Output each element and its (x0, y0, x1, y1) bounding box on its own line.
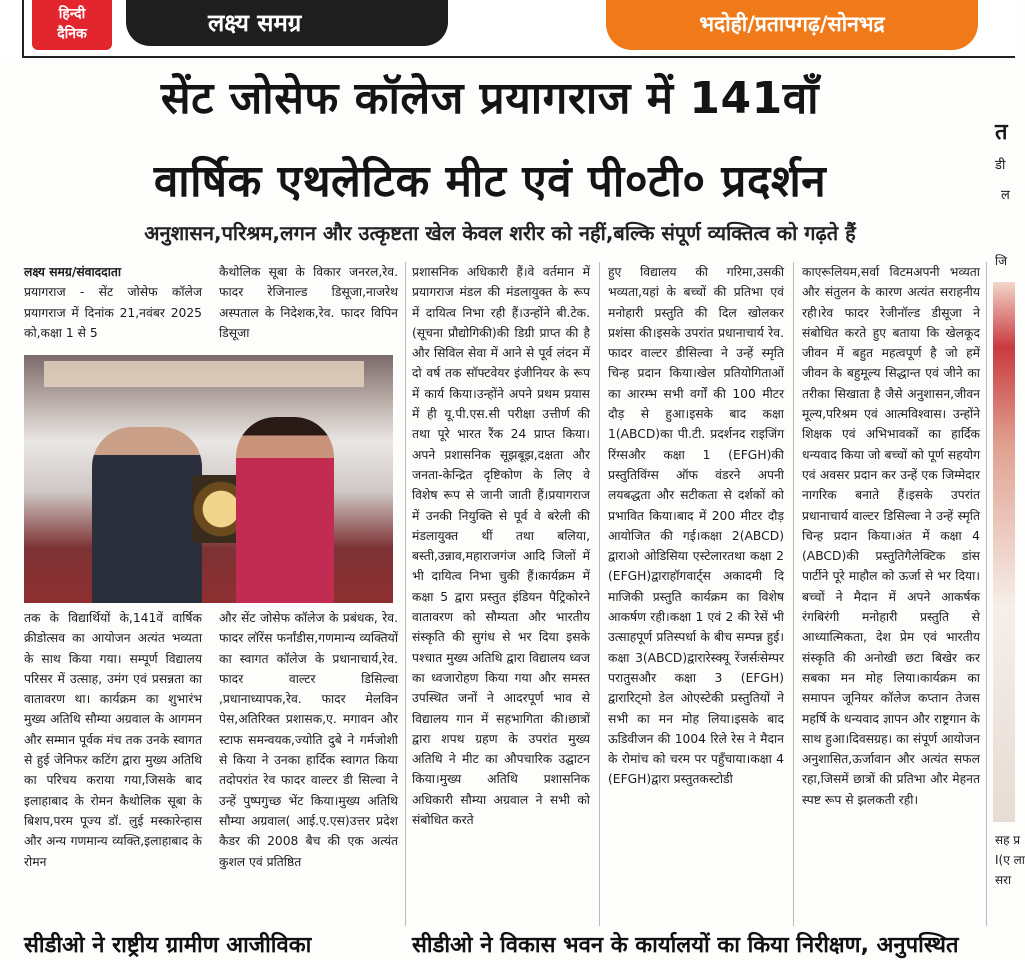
column-2-bottom: और सेंट जोसेफ कॉलेज के प्रबंधक, रेव. फादर लॉरेंस फर्नांडीस,गणमान्य व्यक्तियों का स्वागत कॉलेज के प्रधानाचार्य,रेव. फादर वाल्टर डिसिल्वा ,प्रधानाध्यापक,रेव. फादर मेलविन पेस,अतिरिक्त प्रशासक,ए. मगावन और स्टाफ समन्वयक,ज्योति दुबे ने गर्मजोशी से किया ने उनका हार्दिक स्वागत किया तदोपरांत रेव फादर वाल्टर डी सिल्वा ने उन्हें पुष्पगुच्छ भेंट किया।मुख्य अतिथि सौम्या अग्रवाल( आई.ए.एस)उत्तर प्रदेश कैडर की 2008 बैच की एक अत्यंत कुशल एवं प्रतिष्ठित (219, 611, 398, 869)
adjacent-headline-fragment: त (995, 120, 1008, 145)
adjacent-text-fragment: जि (995, 254, 1008, 268)
column-1-bottom: तक के विद्यार्थियों के,141वें वार्षिक क्रीडोत्सव का आयोजन अत्यंत भव्यता के साथ किया गया। सम्पूर्ण विद्यालय परिसर में उत्साह, उमंग एवं प्रसन्नता का वातावरण था। कार्यक्रम का शुभारंभ मुख्य अतिथि सौम्या अग्रवाल के आगमन और सम्मान पूर्वक मंच तक उनके स्वागत से हुई जेनिफर कटिंग द्वारा मुख्य अतिथि का परिचय कराया गया,जिसके बाद इलाहाबाद के रोमन कैथोलिक सूबा के बिशप,परम पूज्य डॉ. लुई मस्कारेन्हास और अन्य गणमान्य व्यक्ति,इलाहाबाद के रोमन (24, 611, 202, 869)
column-divider (793, 262, 794, 926)
next-headline-1: सीडीओ ने राष्ट्रीय ग्रामीण आजीविका (24, 933, 312, 958)
masthead-left-rule (22, 0, 24, 58)
next-headline-2: सीडीओ ने विकास भवन के कार्यालयों का किया निरीक्षण, अनुपस्थित (412, 933, 959, 958)
next-headlines (24, 932, 984, 958)
column-1-top-text: प्रयागराज - सेंट जोसेफ कॉलेज प्रयागराज में दिनांक 21,नवंबर 2025 को,कक्षा 1 से 5 (24, 285, 202, 340)
paper-name: लक्ष्य समग्र (126, 0, 448, 46)
byline: लक्ष्य समग्र/संवाददाता (24, 265, 122, 279)
column-divider (405, 262, 406, 926)
edition-label: भदोही/प्रतापगढ़/सोनभद्र (606, 0, 978, 50)
headline-line-1: सेंट जोसेफ कॉलेज प्रयागराज में 141वाँ (160, 73, 820, 124)
column-5: काएरूलियम,सर्वा विटमअपनी भव्यता और संतुलन के कारण अत्यंत सराहनीय रही।रेव फादर रेजीनॉल्ड डीसूजा ने संबोधित करते हुए बताया कि खेलकूद जीवन में बहुत महत्वपूर्ण है जो हमें जीवन के बहुमूल्य सिद्धान्त एवं जीने का तरीका सिखाता है जैसे अनुशासन,जीवन मूल्य,परिश्रम एवं आत्मविश्वास। उन्होंने शिक्षक एवं अभिभावकों का हार्दिक धन्यवाद किया जो बच्चों को पूर्ण सहयोग एवं अवसर प्रदान कर उन्हें एक जिम्मेदार नागरिक बनाते हैं।इसके उपरांत प्रधानाचार्य वाल्टर डिसिल्वा ने उन्हें स्मृति चिन्ह प्रदान किया।अंत में कक्षा 4 (ABCD)की प्रस्तुतिगैलेक्टिक डांस पार्टीने पूरे माहौल को ऊर्जा से भर दिया।बच्चों ने मैदान में अपने आकर्षक रंगबिरंगी मनोहारी प्रस्तुति से आध्यात्मिकता, देश प्रेम एवं भारतीय संस्कृति की अनोखी छटा बिखेर कर सबका मन मोह लिया।कार्यक्रम का समापन जूनियर कॉलेज कप्तान तेजस महर्षि के धन्यवाद ज्ञापन और राष्ट्रगान के साथ हुआ।दिवसग्रह। का संपूर्ण आयोजन अनुशासित,ऊर्जावान और अत्यंत सफल रहा,जिसमें छात्रों की प्रतिभा और मेहनत स्पष्ट रूप से झलकती रही। (802, 265, 980, 807)
adjacent-text-fragment: सह प्र I(ए ला सरा (995, 833, 1025, 887)
adjacent-text-fragment: डी (995, 158, 1006, 173)
column-1-top (24, 262, 202, 352)
badge-line-2: दैनिक (57, 26, 87, 42)
hindi-daily-badge (32, 0, 112, 50)
adjacent-article-strip (987, 0, 1025, 945)
photo-stage-banner (44, 361, 364, 387)
column-4: हुए विद्यालय की गरिमा,उसकी भव्यता,यहां के बच्चों की प्रतिभा एवं मनोहारी प्रस्तुति की दिल खोलकर प्रशंसा की।इसके उपरांत प्रधानाचार्य रेव. फादर वाल्टर डीसिल्वा ने उन्हें स्मृति चिन्ह प्रदान किया।खेल प्रतियोगिताओं का आरम्भ सभी वर्गों की 100 मीटर दौड़ से हुआ।इसके बाद कक्षा 1(ABCD)का पी.टी. प्रदर्शनद राइजिंग रिंग्सऔर कक्षा 1 (EFGH)की प्रस्तुतिविंग्स ऑफ वंडरने अपनी लयबद्धता और सटीकता से दर्शकों को प्रभावित किया।बाद में 200 मीटर दौड़ आयोजित की गई।कक्षा 2(ABCD) द्वाराओ ओडिसिया एस्टेलारतथा कक्षा 2 (EFGH)द्वाराहॉगवार्ट्स अकादमी दि माजिकी प्रस्तुति कार्यक्रम का विशेष आकर्षण रही।कक्षा 1 एवं 2 की रेसें भी उत्साहपूर्ण प्रतिस्पर्धा के बीच सम्पन्न हुई।कक्षा 3(ABCD)द्वारारेस्क्यू रेंजर्सःसेम्पर परातुसऔर कक्षा 3 (EFGH) द्वारारिट्मो डेल ओएस्टेकी प्रस्तुतियों ने सभी का मन मोह लिया।इसके बाद ऊडिवीजन की 1004 रिले रेस ने मैदान के रोमांच को चरम पर पहुँचाया।कक्षा 4 (EFGH)द्वारा प्रस्तुतकस्टोडी (608, 265, 784, 787)
column-divider (599, 262, 600, 926)
masthead (0, 0, 1015, 58)
badge-line-1: हिन्दी (58, 6, 86, 22)
event-photo (24, 355, 393, 603)
photo-chief-guest (236, 417, 334, 603)
adjacent-photo (993, 282, 1015, 822)
photo-man (92, 427, 202, 603)
adjacent-text-fragment: ल (1001, 188, 1010, 203)
subheadline: अनुशासन,परिश्रम,लगन और उत्कृष्टता खेल केवल शरीर को नहीं,बल्कि संपूर्ण व्यक्तित्व को गढ़ते हैं (144, 221, 856, 245)
headline-line-2: वार्षिक एथलेटिक मीट एवं पी०टी० प्रदर्शन (153, 156, 827, 207)
column-3: प्रशासनिक अधिकारी हैं।वे वर्तमान में प्रयागराज मंडल की मंडलायुक्त के रूप में दायित्व निभा रही हैं।उन्होंने बी.टेक.(सूचना प्रौद्योगिकी)की डिग्री प्राप्त की है और सिविल सेवा में आने से पूर्व लंदन में दो वर्ष तक सॉफ्टवेयर इंजीनियर के रूप में कार्य किया।उन्होंने अपने प्रथम प्रयास में ही यू.पी.एस.सी परीक्षा उत्तीर्ण की तथा पूरे भारत रैंक 24 प्राप्त किया।अपने प्रशासनिक सूझबूझ,दक्षता और जनता-केन्द्रित दृष्टिकोण के लिए वे विशेष रूप से जानी जाती हैं।प्रयागराज में उनकी नियुक्ति से पूर्व वे बरेली की मंडलायुक्त थीं तथा बलिया, बस्ती,उन्नाव,महाराजगंज आदि जिलों में भी दायित्व निभा चुकी हैं।कार्यक्रम में कक्षा 5 द्वारा प्रस्तुत इंडियन पैट्रिकोरने वातावरण को सौम्यता और भारतीय संस्कृति की सुगंध से भर दिया इसके पश्चात मुख्य अतिथि द्वारा विद्यालय ध्वज का ध्वजारोहण किया गया और समस्त उपस्थित जनों ने आदरपूर्ण भाव से विद्यालय गान में सहभागिता की।छात्रों द्वारा शपथ ग्रहण के उपरांत मुख्य अतिथि ने मीट का औपचारिक उद्घाटन किया।मुख्य अतिथि प्रशासनिक अधिकारी सौम्या अग्रवाल ने सभी को संबोधित करते (412, 265, 590, 828)
column-2-top-text: कैथोलिक सूबा के विकार जनरल,रेव. फादर रेजिनाल्ड डिसूजा,नाजरेथ अस्पताल के निदेशक,रेव. फादर विपिन डिसूजा (219, 265, 398, 340)
masthead-bottom-rule (22, 56, 1015, 58)
